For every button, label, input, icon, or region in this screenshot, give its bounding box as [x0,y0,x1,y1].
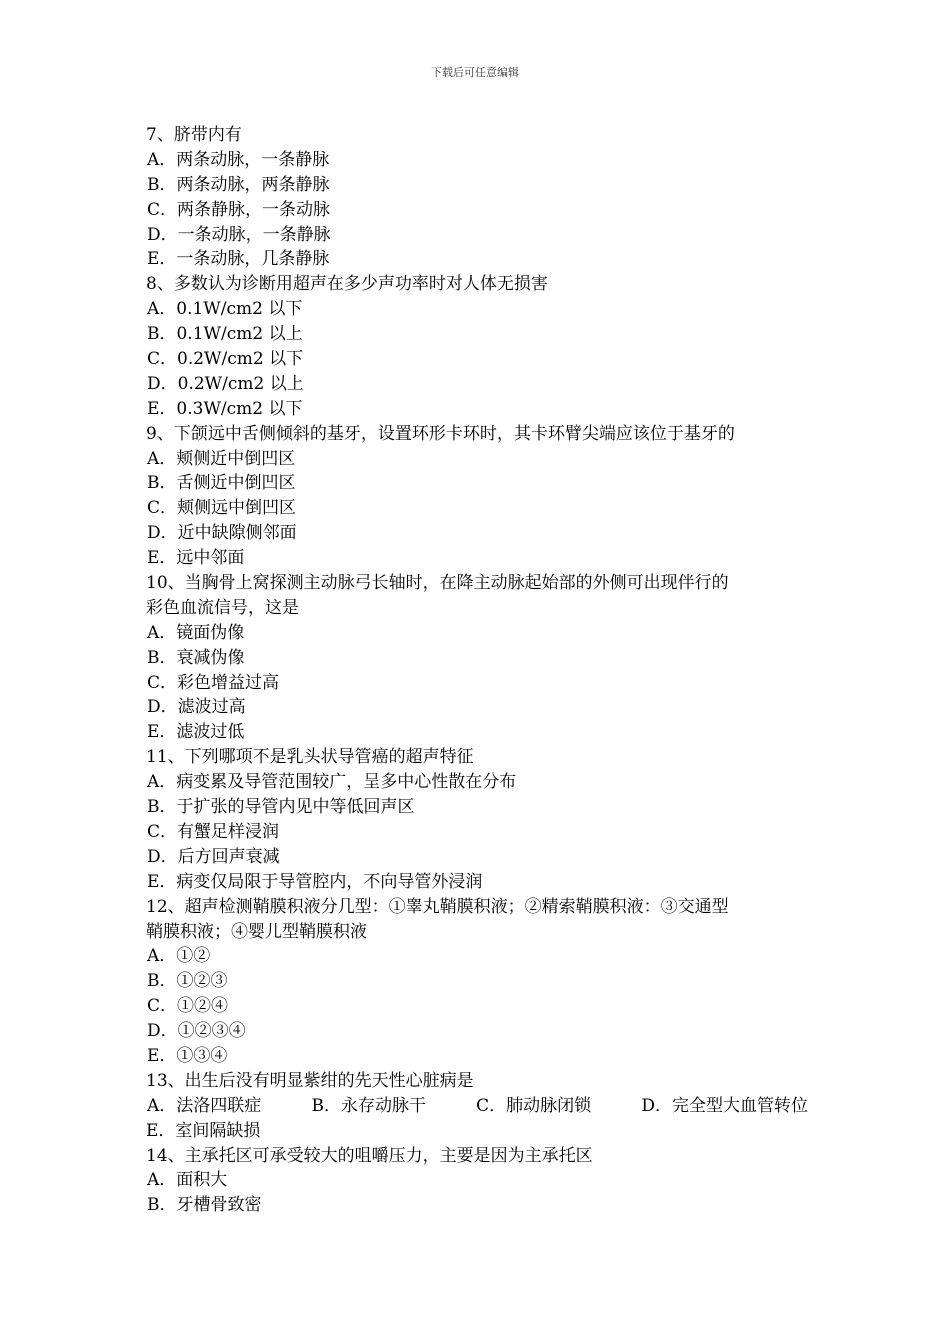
question-stem: 11、下列哪项不是乳头状导管癌的超声特征 [146,747,474,768]
option-b: B．两条动脉，两条静脉 [147,174,330,195]
question-list [146,123,808,1218]
question-stem: 7、脐带内有 [146,125,242,145]
option-d: D．滤波过高 [147,697,246,718]
option-c: C．颊侧远中倒凹区 [147,498,297,519]
option-d: D．后方回声衰减 [147,846,280,867]
option-c: C．肺动脉闭锁 [476,1095,592,1116]
option-a: A．①② [147,946,211,967]
option-d: D．一条动脉，一条静脉 [147,224,331,245]
option-e: E．室间隔缺损 [146,1120,261,1141]
option-a: A．法洛四联症 [147,1095,262,1116]
option-a: A．两条动脉，一条静脉 [147,149,330,170]
option-a: A．面积大 [147,1170,228,1191]
question-stem: 14、主承托区可承受较大的咀嚼压力，主要是因为主承托区 [146,1145,593,1166]
question-stem-line-1: 10、当胸骨上窝探测主动脉弓长轴时，在降主动脉起始部的外侧可出现伴行的 [146,573,729,594]
option-e: E．远中邻面 [147,548,245,569]
option-d: D．①②③④ [147,1021,246,1042]
question-stem-line-2: 鞘膜积液；④婴儿型鞘膜积液 [146,921,367,942]
option-c: C．彩色增益过高 [147,672,280,693]
option-a: A．病变累及导管范围较广，呈多中心性散在分布 [147,772,517,793]
option-b: B．牙槽骨致密 [147,1195,262,1216]
option-e: E．病变仅局限于导管腔内，不向导管外浸润 [147,871,483,892]
option-d: D．完全型大血管转位 [641,1095,808,1116]
option-a: A．0.1W/cm2 以下 [147,299,303,320]
option-c: C．0.2W/cm2 以下 [147,349,304,370]
question-stem: 13、出生后没有明显紫绀的先天性心脏病是 [146,1070,474,1091]
option-e: E．一条动脉，几条静脉 [147,249,330,270]
option-c: C．两条静脉，一条动脉 [147,199,331,220]
option-c: C．有蟹足样浸润 [147,821,280,842]
option-b: B．①②③ [147,971,228,992]
option-b: B．永存动脉干 [311,1095,426,1116]
question-stem-line-2: 彩色血流信号，这是 [146,597,299,618]
option-b: B．衰减伪像 [147,647,245,668]
option-e: E．滤波过低 [147,722,245,743]
inline-option-row [146,1094,808,1119]
question-stem: 9、下颌远中舌侧倾斜的基牙，设置环形卡环时，其卡环臂尖端应该位于基牙的 [146,423,735,444]
option-b: B．舌侧近中倒凹区 [147,473,296,494]
question-stem-line-1: 12、超声检测鞘膜积液分几型：①睾丸鞘膜积液；②精索鞘膜积液：③交通型 [146,896,729,917]
option-d: D．近中缺隙侧邻面 [147,523,297,544]
question-stem: 8、多数认为诊断用超声在多少声功率时对人体无损害 [146,274,548,295]
option-d: D．0.2W/cm2 以上 [147,373,304,394]
page-header-note: 下载后可任意编辑 [431,66,519,79]
option-e: E．0.3W/cm2 以下 [147,398,303,419]
option-c: C．①②④ [147,996,229,1017]
option-a: A．颊侧近中倒凹区 [147,448,296,469]
option-e: E．①③④ [147,1045,228,1066]
option-b: B．于扩张的导管内见中等低回声区 [147,797,415,818]
option-b: B．0.1W/cm2 以上 [147,324,303,345]
option-a: A．镜面伪像 [147,622,245,643]
